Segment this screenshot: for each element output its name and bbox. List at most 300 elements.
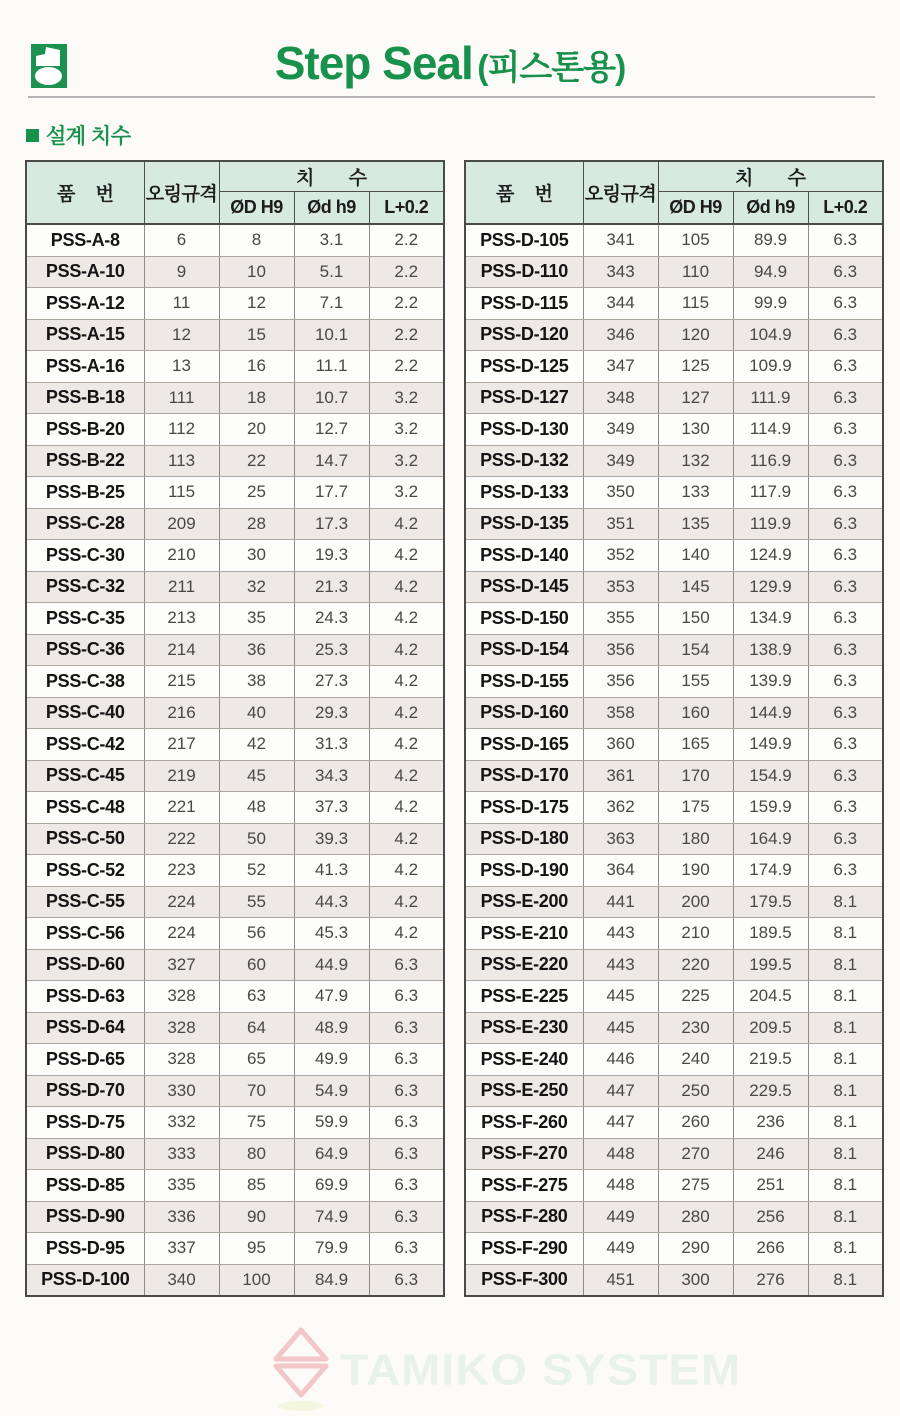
cell-oring-spec: 446 (583, 1044, 658, 1076)
cell-oring-spec: 361 (583, 760, 658, 792)
cell-oring-spec: 214 (144, 634, 219, 666)
cell-inner-dia: 179.5 (733, 886, 808, 918)
table-row (26, 288, 444, 320)
cell-inner-dia: 94.9 (733, 256, 808, 288)
cell-oring-spec: 355 (583, 603, 658, 635)
cell-inner-dia: 25.3 (294, 634, 369, 666)
cell-length: 6.3 (369, 1233, 444, 1265)
cell-outer-dia: 45 (219, 760, 294, 792)
cell-oring-spec: 449 (583, 1233, 658, 1265)
cell-inner-dia: 44.9 (294, 949, 369, 981)
table-row (465, 1075, 883, 1107)
cell-oring-spec: 356 (583, 666, 658, 698)
cell-inner-dia: 111.9 (733, 382, 808, 414)
cell-length: 6.3 (808, 382, 883, 414)
cell-outer-dia: 290 (658, 1233, 733, 1265)
table-body (465, 224, 883, 1296)
table-row (465, 981, 883, 1013)
cell-part-no: PSS-D-110 (465, 256, 583, 288)
cell-outer-dia: 135 (658, 508, 733, 540)
cell-length: 6.3 (369, 981, 444, 1013)
table-row (465, 445, 883, 477)
cell-length: 8.1 (808, 1107, 883, 1139)
cell-oring-spec: 364 (583, 855, 658, 887)
table-row (26, 508, 444, 540)
cell-outer-dia: 32 (219, 571, 294, 603)
cell-oring-spec: 343 (583, 256, 658, 288)
cell-inner-dia: 189.5 (733, 918, 808, 950)
cell-part-no: PSS-A-16 (26, 351, 144, 383)
cell-part-no: PSS-F-290 (465, 1233, 583, 1265)
cell-outer-dia: 20 (219, 414, 294, 446)
cell-length: 6.3 (369, 1201, 444, 1233)
cell-inner-dia: 116.9 (733, 445, 808, 477)
cell-outer-dia: 225 (658, 981, 733, 1013)
cell-outer-dia: 15 (219, 319, 294, 351)
cell-oring-spec: 447 (583, 1107, 658, 1139)
table-row (465, 949, 883, 981)
table-row (465, 603, 883, 635)
cell-length: 2.2 (369, 256, 444, 288)
cell-oring-spec: 445 (583, 1012, 658, 1044)
cell-inner-dia: 159.9 (733, 792, 808, 824)
cell-inner-dia: 19.3 (294, 540, 369, 572)
table-row (26, 382, 444, 414)
cell-outer-dia: 18 (219, 382, 294, 414)
cell-inner-dia: 48.9 (294, 1012, 369, 1044)
cell-part-no: PSS-C-38 (26, 666, 144, 698)
cell-outer-dia: 155 (658, 666, 733, 698)
cell-length: 8.1 (808, 886, 883, 918)
cell-outer-dia: 42 (219, 729, 294, 761)
cell-oring-spec: 353 (583, 571, 658, 603)
cell-oring-spec: 219 (144, 760, 219, 792)
cell-length: 8.1 (808, 949, 883, 981)
table-header (26, 161, 444, 224)
cell-oring-spec: 9 (144, 256, 219, 288)
cell-length: 6.3 (808, 445, 883, 477)
cell-oring-spec: 217 (144, 729, 219, 761)
cell-oring-spec: 351 (583, 508, 658, 540)
cell-outer-dia: 160 (658, 697, 733, 729)
cell-inner-dia: 129.9 (733, 571, 808, 603)
cell-oring-spec: 362 (583, 792, 658, 824)
cell-inner-dia: 10.7 (294, 382, 369, 414)
cell-part-no: PSS-D-155 (465, 666, 583, 698)
cell-inner-dia: 24.3 (294, 603, 369, 635)
cell-part-no: PSS-F-260 (465, 1107, 583, 1139)
cell-length: 6.3 (808, 666, 883, 698)
cell-oring-spec: 211 (144, 571, 219, 603)
table-row (465, 351, 883, 383)
cell-length: 4.2 (369, 886, 444, 918)
cell-length: 4.2 (369, 855, 444, 887)
cell-oring-spec: 347 (583, 351, 658, 383)
cell-outer-dia: 85 (219, 1170, 294, 1202)
cell-part-no: PSS-D-64 (26, 1012, 144, 1044)
col-header-outer-dia: ØD H9 (219, 192, 294, 225)
cell-length: 6.3 (369, 1107, 444, 1139)
cell-length: 8.1 (808, 918, 883, 950)
cell-inner-dia: 219.5 (733, 1044, 808, 1076)
cell-part-no: PSS-D-175 (465, 792, 583, 824)
cell-inner-dia: 229.5 (733, 1075, 808, 1107)
cell-part-no: PSS-C-48 (26, 792, 144, 824)
cell-part-no: PSS-D-85 (26, 1170, 144, 1202)
cell-length: 8.1 (808, 1170, 883, 1202)
cell-part-no: PSS-A-12 (26, 288, 144, 320)
col-header-oring-spec: 오링규격 (144, 161, 219, 224)
table-row (465, 288, 883, 320)
cell-inner-dia: 54.9 (294, 1075, 369, 1107)
cell-oring-spec: 348 (583, 382, 658, 414)
cell-outer-dia: 63 (219, 981, 294, 1013)
cell-inner-dia: 236 (733, 1107, 808, 1139)
cell-part-no: PSS-C-35 (26, 603, 144, 635)
cell-inner-dia: 41.3 (294, 855, 369, 887)
table-header (465, 161, 883, 224)
col-header-inner-dia: Ød h9 (733, 192, 808, 225)
table-row (26, 1201, 444, 1233)
cell-oring-spec: 213 (144, 603, 219, 635)
cell-inner-dia: 256 (733, 1201, 808, 1233)
cell-inner-dia: 27.3 (294, 666, 369, 698)
col-header-part-no: 품 번 (26, 161, 144, 224)
cell-part-no: PSS-D-63 (26, 981, 144, 1013)
cell-inner-dia: 7.1 (294, 288, 369, 320)
cell-part-no: PSS-D-133 (465, 477, 583, 509)
cell-length: 6.3 (808, 351, 883, 383)
cell-inner-dia: 21.3 (294, 571, 369, 603)
table-row (465, 508, 883, 540)
cell-part-no: PSS-C-56 (26, 918, 144, 950)
cell-length: 6.3 (808, 855, 883, 887)
cell-part-no: PSS-D-95 (26, 1233, 144, 1265)
cell-outer-dia: 170 (658, 760, 733, 792)
cell-oring-spec: 112 (144, 414, 219, 446)
cell-outer-dia: 105 (658, 224, 733, 256)
table-row (465, 1264, 883, 1296)
cell-length: 6.3 (808, 319, 883, 351)
cell-oring-spec: 333 (144, 1138, 219, 1170)
table-row (26, 760, 444, 792)
cell-oring-spec: 216 (144, 697, 219, 729)
cell-inner-dia: 14.7 (294, 445, 369, 477)
cell-length: 6.3 (808, 540, 883, 572)
cell-inner-dia: 149.9 (733, 729, 808, 761)
cell-inner-dia: 174.9 (733, 855, 808, 887)
cell-outer-dia: 56 (219, 918, 294, 950)
cell-length: 4.2 (369, 603, 444, 635)
table-row (465, 1138, 883, 1170)
cell-part-no: PSS-D-100 (26, 1264, 144, 1296)
cell-oring-spec: 12 (144, 319, 219, 351)
table-row (26, 1138, 444, 1170)
cell-oring-spec: 448 (583, 1138, 658, 1170)
cell-outer-dia: 120 (658, 319, 733, 351)
cell-outer-dia: 100 (219, 1264, 294, 1296)
cell-inner-dia: 44.3 (294, 886, 369, 918)
cell-length: 6.3 (369, 1170, 444, 1202)
cell-length: 6.3 (808, 224, 883, 256)
table-row (465, 918, 883, 950)
cell-outer-dia: 230 (658, 1012, 733, 1044)
cell-inner-dia: 47.9 (294, 981, 369, 1013)
watermark-diamond-icon (272, 1326, 330, 1412)
cell-part-no: PSS-D-154 (465, 634, 583, 666)
table-row (465, 855, 883, 887)
cell-outer-dia: 200 (658, 886, 733, 918)
cell-length: 8.1 (808, 1075, 883, 1107)
cell-outer-dia: 275 (658, 1170, 733, 1202)
cell-length: 2.2 (369, 319, 444, 351)
cell-inner-dia: 199.5 (733, 949, 808, 981)
cell-oring-spec: 360 (583, 729, 658, 761)
cell-part-no: PSS-D-75 (26, 1107, 144, 1139)
cell-outer-dia: 140 (658, 540, 733, 572)
table-row (465, 382, 883, 414)
cell-length: 6.3 (369, 949, 444, 981)
cell-inner-dia: 209.5 (733, 1012, 808, 1044)
cell-part-no: PSS-D-165 (465, 729, 583, 761)
cell-length: 6.3 (808, 823, 883, 855)
cell-inner-dia: 164.9 (733, 823, 808, 855)
cell-outer-dia: 22 (219, 445, 294, 477)
cell-inner-dia: 251 (733, 1170, 808, 1202)
table-row (465, 414, 883, 446)
cell-outer-dia: 300 (658, 1264, 733, 1296)
cell-oring-spec: 328 (144, 981, 219, 1013)
cell-inner-dia: 139.9 (733, 666, 808, 698)
cell-inner-dia: 69.9 (294, 1170, 369, 1202)
cell-inner-dia: 45.3 (294, 918, 369, 950)
col-header-inner-dia: Ød h9 (294, 192, 369, 225)
cell-inner-dia: 59.9 (294, 1107, 369, 1139)
cell-length: 4.2 (369, 697, 444, 729)
watermark (272, 1326, 741, 1412)
cell-oring-spec: 6 (144, 224, 219, 256)
cell-oring-spec: 356 (583, 634, 658, 666)
cell-outer-dia: 64 (219, 1012, 294, 1044)
cell-outer-dia: 270 (658, 1138, 733, 1170)
cell-outer-dia: 70 (219, 1075, 294, 1107)
table-row (26, 886, 444, 918)
cell-oring-spec: 210 (144, 540, 219, 572)
cell-outer-dia: 133 (658, 477, 733, 509)
cell-inner-dia: 99.9 (733, 288, 808, 320)
table-row (26, 224, 444, 256)
cell-oring-spec: 335 (144, 1170, 219, 1202)
cell-part-no: PSS-A-8 (26, 224, 144, 256)
cell-oring-spec: 111 (144, 382, 219, 414)
cell-oring-spec: 349 (583, 445, 658, 477)
cell-outer-dia: 130 (658, 414, 733, 446)
cell-part-no: PSS-F-275 (465, 1170, 583, 1202)
cell-length: 8.1 (808, 1138, 883, 1170)
cell-outer-dia: 220 (658, 949, 733, 981)
cell-oring-spec: 223 (144, 855, 219, 887)
cell-part-no: PSS-D-130 (465, 414, 583, 446)
cell-outer-dia: 55 (219, 886, 294, 918)
cell-oring-spec: 209 (144, 508, 219, 540)
table-row (26, 949, 444, 981)
cell-oring-spec: 349 (583, 414, 658, 446)
table-row (26, 918, 444, 950)
cell-length: 3.2 (369, 477, 444, 509)
col-header-part-no: 품 번 (465, 161, 583, 224)
cell-length: 8.1 (808, 1201, 883, 1233)
cell-part-no: PSS-D-180 (465, 823, 583, 855)
cell-part-no: PSS-E-210 (465, 918, 583, 950)
cell-outer-dia: 210 (658, 918, 733, 950)
table-body (26, 224, 444, 1296)
col-header-length: L+0.2 (808, 192, 883, 225)
cell-length: 2.2 (369, 224, 444, 256)
cell-inner-dia: 154.9 (733, 760, 808, 792)
cell-oring-spec: 13 (144, 351, 219, 383)
cell-part-no: PSS-D-135 (465, 508, 583, 540)
cell-length: 4.2 (369, 540, 444, 572)
cell-length: 6.3 (808, 571, 883, 603)
cell-oring-spec: 441 (583, 886, 658, 918)
cell-length: 6.3 (808, 697, 883, 729)
cell-length: 3.2 (369, 382, 444, 414)
cell-outer-dia: 8 (219, 224, 294, 256)
cell-part-no: PSS-D-127 (465, 382, 583, 414)
cell-oring-spec: 327 (144, 949, 219, 981)
section-bullet-icon (26, 129, 39, 142)
cell-length: 6.3 (369, 1138, 444, 1170)
table-row (465, 540, 883, 572)
cell-length: 8.1 (808, 1012, 883, 1044)
cell-oring-spec: 451 (583, 1264, 658, 1296)
cell-part-no: PSS-D-115 (465, 288, 583, 320)
cell-outer-dia: 145 (658, 571, 733, 603)
cell-oring-spec: 336 (144, 1201, 219, 1233)
cell-inner-dia: 31.3 (294, 729, 369, 761)
cell-inner-dia: 39.3 (294, 823, 369, 855)
cell-length: 4.2 (369, 634, 444, 666)
cell-length: 4.2 (369, 571, 444, 603)
cell-length: 8.1 (808, 981, 883, 1013)
dimension-table-right (464, 160, 884, 1297)
cell-part-no: PSS-D-70 (26, 1075, 144, 1107)
cell-outer-dia: 90 (219, 1201, 294, 1233)
cell-outer-dia: 75 (219, 1107, 294, 1139)
cell-oring-spec: 358 (583, 697, 658, 729)
cell-part-no: PSS-A-10 (26, 256, 144, 288)
header-divider (28, 96, 875, 98)
cell-outer-dia: 110 (658, 256, 733, 288)
cell-part-no: PSS-C-28 (26, 508, 144, 540)
cell-outer-dia: 10 (219, 256, 294, 288)
cell-part-no: PSS-D-160 (465, 697, 583, 729)
cell-oring-spec: 344 (583, 288, 658, 320)
watermark-text: TAMIKO SYSTEM (340, 1344, 742, 1394)
cell-inner-dia: 11.1 (294, 351, 369, 383)
cell-part-no: PSS-B-18 (26, 382, 144, 414)
cell-length: 8.1 (808, 1264, 883, 1296)
cell-part-no: PSS-B-25 (26, 477, 144, 509)
cell-length: 6.3 (808, 634, 883, 666)
table-row (465, 477, 883, 509)
cell-inner-dia: 134.9 (733, 603, 808, 635)
cell-outer-dia: 36 (219, 634, 294, 666)
cell-outer-dia: 28 (219, 508, 294, 540)
cell-outer-dia: 180 (658, 823, 733, 855)
table-row (26, 666, 444, 698)
cell-outer-dia: 30 (219, 540, 294, 572)
cell-outer-dia: 48 (219, 792, 294, 824)
cell-outer-dia: 115 (658, 288, 733, 320)
cell-part-no: PSS-D-60 (26, 949, 144, 981)
cell-oring-spec: 330 (144, 1075, 219, 1107)
col-header-outer-dia: ØD H9 (658, 192, 733, 225)
cell-length: 3.2 (369, 445, 444, 477)
table-row (26, 697, 444, 729)
page-title-suffix: (피스톤용) (477, 49, 626, 87)
table-row (465, 634, 883, 666)
cell-length: 6.3 (808, 729, 883, 761)
cell-part-no: PSS-D-132 (465, 445, 583, 477)
cell-oring-spec: 11 (144, 288, 219, 320)
cell-outer-dia: 80 (219, 1138, 294, 1170)
cell-oring-spec: 346 (583, 319, 658, 351)
cell-part-no: PSS-C-50 (26, 823, 144, 855)
table-row (465, 1044, 883, 1076)
section-header (26, 120, 130, 150)
cell-oring-spec: 341 (583, 224, 658, 256)
cell-outer-dia: 25 (219, 477, 294, 509)
table-row (26, 603, 444, 635)
table-row (26, 445, 444, 477)
cell-outer-dia: 132 (658, 445, 733, 477)
cell-outer-dia: 50 (219, 823, 294, 855)
cell-length: 4.2 (369, 508, 444, 540)
cell-part-no: PSS-C-42 (26, 729, 144, 761)
cell-outer-dia: 16 (219, 351, 294, 383)
cell-part-no: PSS-C-45 (26, 760, 144, 792)
table-row (465, 1170, 883, 1202)
col-header-dimensions: 치 수 (219, 161, 444, 192)
cell-part-no: PSS-C-55 (26, 886, 144, 918)
cell-oring-spec: 449 (583, 1201, 658, 1233)
cell-inner-dia: 84.9 (294, 1264, 369, 1296)
cell-outer-dia: 280 (658, 1201, 733, 1233)
cell-inner-dia: 276 (733, 1264, 808, 1296)
cell-inner-dia: 144.9 (733, 697, 808, 729)
table-row (465, 666, 883, 698)
cell-length: 6.3 (808, 508, 883, 540)
cell-part-no: PSS-C-40 (26, 697, 144, 729)
cell-part-no: PSS-C-32 (26, 571, 144, 603)
table-row (26, 1075, 444, 1107)
cell-oring-spec: 328 (144, 1012, 219, 1044)
cell-part-no: PSS-B-20 (26, 414, 144, 446)
cell-outer-dia: 95 (219, 1233, 294, 1265)
table-row (465, 1233, 883, 1265)
table-row (26, 1044, 444, 1076)
cell-outer-dia: 165 (658, 729, 733, 761)
cell-outer-dia: 38 (219, 666, 294, 698)
cell-outer-dia: 190 (658, 855, 733, 887)
cell-oring-spec: 221 (144, 792, 219, 824)
cell-inner-dia: 29.3 (294, 697, 369, 729)
table-row (26, 1233, 444, 1265)
cell-length: 6.3 (808, 256, 883, 288)
cell-inner-dia: 119.9 (733, 508, 808, 540)
cell-part-no: PSS-F-280 (465, 1201, 583, 1233)
